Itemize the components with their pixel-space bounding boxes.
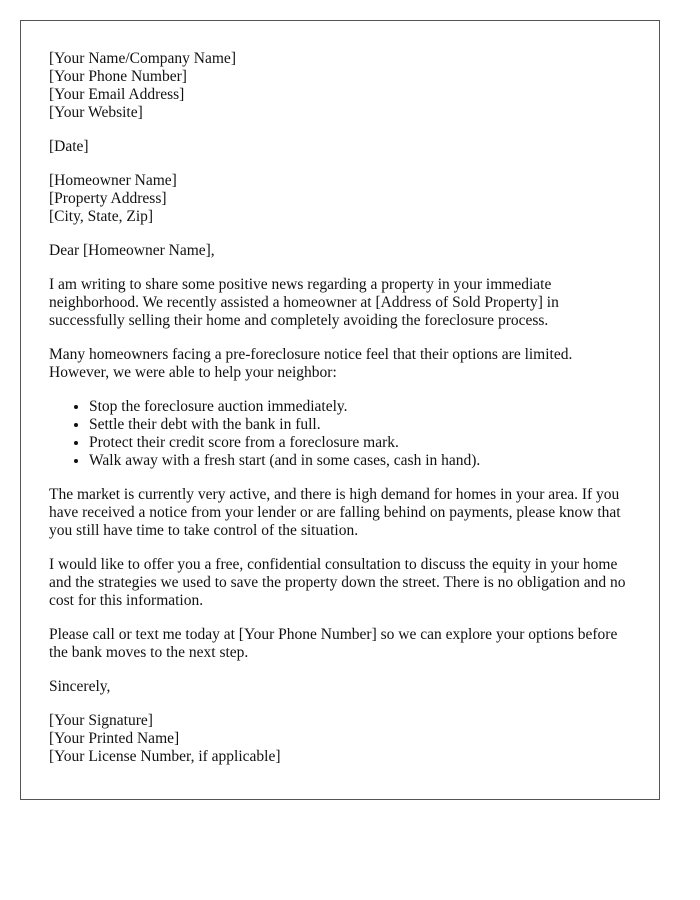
recipient-name: [Homeowner Name] [49,172,177,189]
sender-phone: [Your Phone Number] [49,68,187,85]
sender-website: [Your Website] [49,104,143,121]
body-paragraph-call-to-action: Please call or text me today at [Your Phone Number] so we can explore your options before the bank moves to the next step. [49,626,618,661]
printed-name-line: [Your Printed Name] [49,730,180,747]
benefits-list [49,398,631,470]
body-paragraph-market: The market is currently very active, and there is high demand for homes in your area. If you have received a notice from your lender or are falling behind on payments, please know that you still have time to take control of the situation. [49,486,621,539]
body-paragraph-options: Many homeowners facing a pre-foreclosure notice feel that their options are limited. However, we were able to help your neighbor: [49,346,573,381]
list-item: • Protect their credit score from a foreclosure mark. [89,434,631,452]
recipient-block [49,172,631,226]
letter-date: [Date] [49,138,89,155]
recipient-city-state-zip: [City, State, Zip] [49,208,154,225]
signature-block [49,712,631,766]
signature-line: [Your Signature] [49,712,153,729]
body-paragraph-offer: I would like to offer you a free, confidential consultation to discuss the equity in your home and the strategies we used to save the property down the street. There is no obligation and no cost for this information. [49,556,626,609]
body-paragraph-intro: I am writing to share some positive news regarding a property in your immediate neighborhood. We recently assisted a homeowner at [Address of Sold Property] in successfully selling their home and completely avoiding the foreclosure process. [49,276,559,329]
sender-email: [Your Email Address] [49,86,185,103]
license-line: [Your License Number, if applicable] [49,748,281,765]
sender-name: [Your Name/Company Name] [49,50,236,67]
recipient-address: [Property Address] [49,190,167,207]
date-block [49,138,631,156]
sender-block [49,50,631,122]
list-item: • Stop the foreclosure auction immediately. [89,398,631,416]
salutation: Dear [Homeowner Name], [49,242,215,259]
letter-page [20,20,660,800]
list-item: • Walk away with a fresh start (and in some cases, cash in hand). [89,452,631,470]
list-item: • Settle their debt with the bank in full. [89,416,631,434]
closing: Sincerely, [49,678,111,695]
